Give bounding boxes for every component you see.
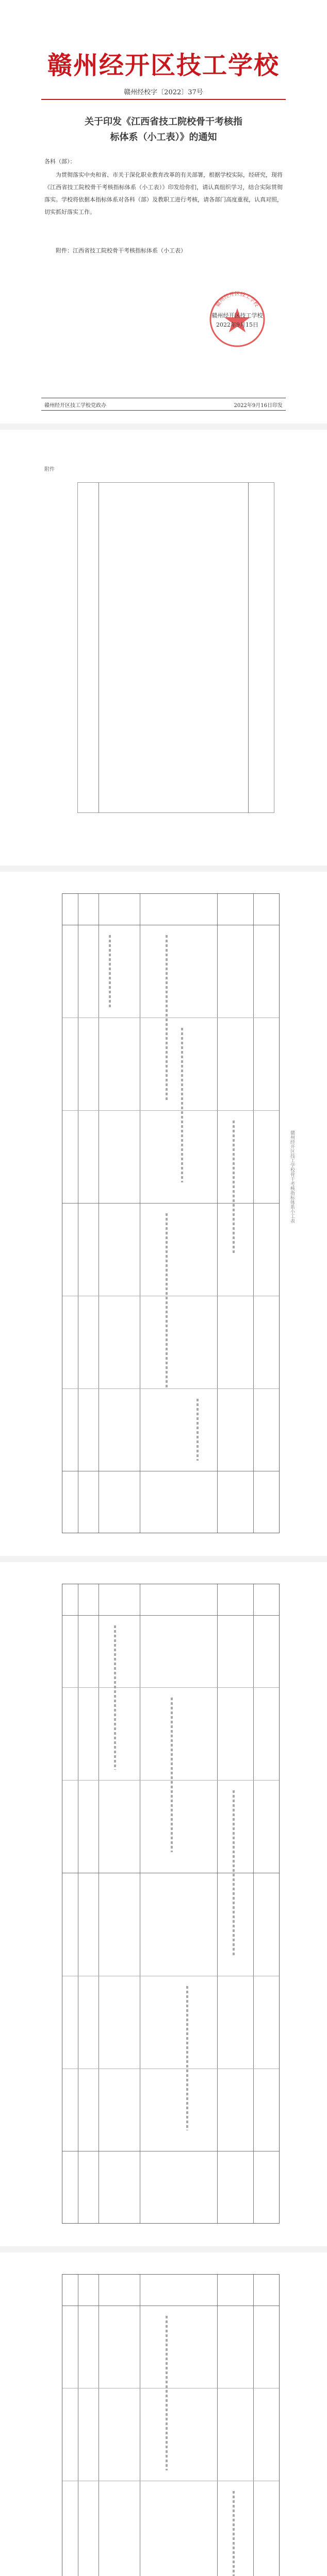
indicator-table <box>62 893 280 1533</box>
page-separator <box>0 1556 327 1562</box>
red-divider <box>41 99 286 100</box>
table-title-page <box>0 431 327 863</box>
page-separator <box>0 2246 327 2252</box>
indicator-table <box>62 1584 280 2224</box>
document-title: 关于印发《江西省技工院校骨干考核指标体系（小工表）》的通知 <box>85 116 242 143</box>
page-separator <box>0 423 327 430</box>
footer-rule <box>41 410 286 411</box>
indicator-table <box>62 2274 280 2576</box>
svg-text:赣州经开区技工学校: 赣州经开区技工学校 <box>215 291 260 308</box>
document-org-header: 赣州经开区技工学校 <box>47 51 280 80</box>
attachment-line: 附件：江西省技工院校骨干考核指标体系（小工表） <box>56 247 186 254</box>
notice-body: 为贯彻落实中央和省、市关于深化职业教育改革的有关部署，根据学校实际，经研究，现将《江西省技工院校骨干考核指标体系（小工表）》印发给你们，请认真组织学习，结合实际贯彻落实。学校将依据本指标体系对各科（部）及教职工进行考核，请各部门高度重视，认真对照，切实抓好落实工作。 <box>44 172 283 215</box>
annex-label: 附件 <box>44 467 55 472</box>
signer-name: 赣州经开区技工学校 <box>211 312 263 319</box>
footer-issuer: 赣州经开区技工学校党政办 <box>44 403 106 409</box>
salutation: 各科（部）： <box>44 158 76 165</box>
page-separator <box>0 866 327 872</box>
document-number: 赣州经校字〔2022〕37号 <box>124 89 203 96</box>
footer-date: 2022年9月16日印发 <box>234 403 283 409</box>
table-page <box>0 2253 327 2576</box>
notice-page <box>0 0 327 422</box>
table-page <box>0 873 327 1553</box>
annex-side-note: 赣州经开区技工学校骨干考核指标体系小工表 <box>289 1130 295 1223</box>
official-seal-icon <box>206 289 268 350</box>
signing-date: 2022年9月15日 <box>216 321 258 328</box>
table-page <box>0 1563 327 2243</box>
blank-table-frame <box>77 482 274 813</box>
signature-block <box>206 289 268 350</box>
